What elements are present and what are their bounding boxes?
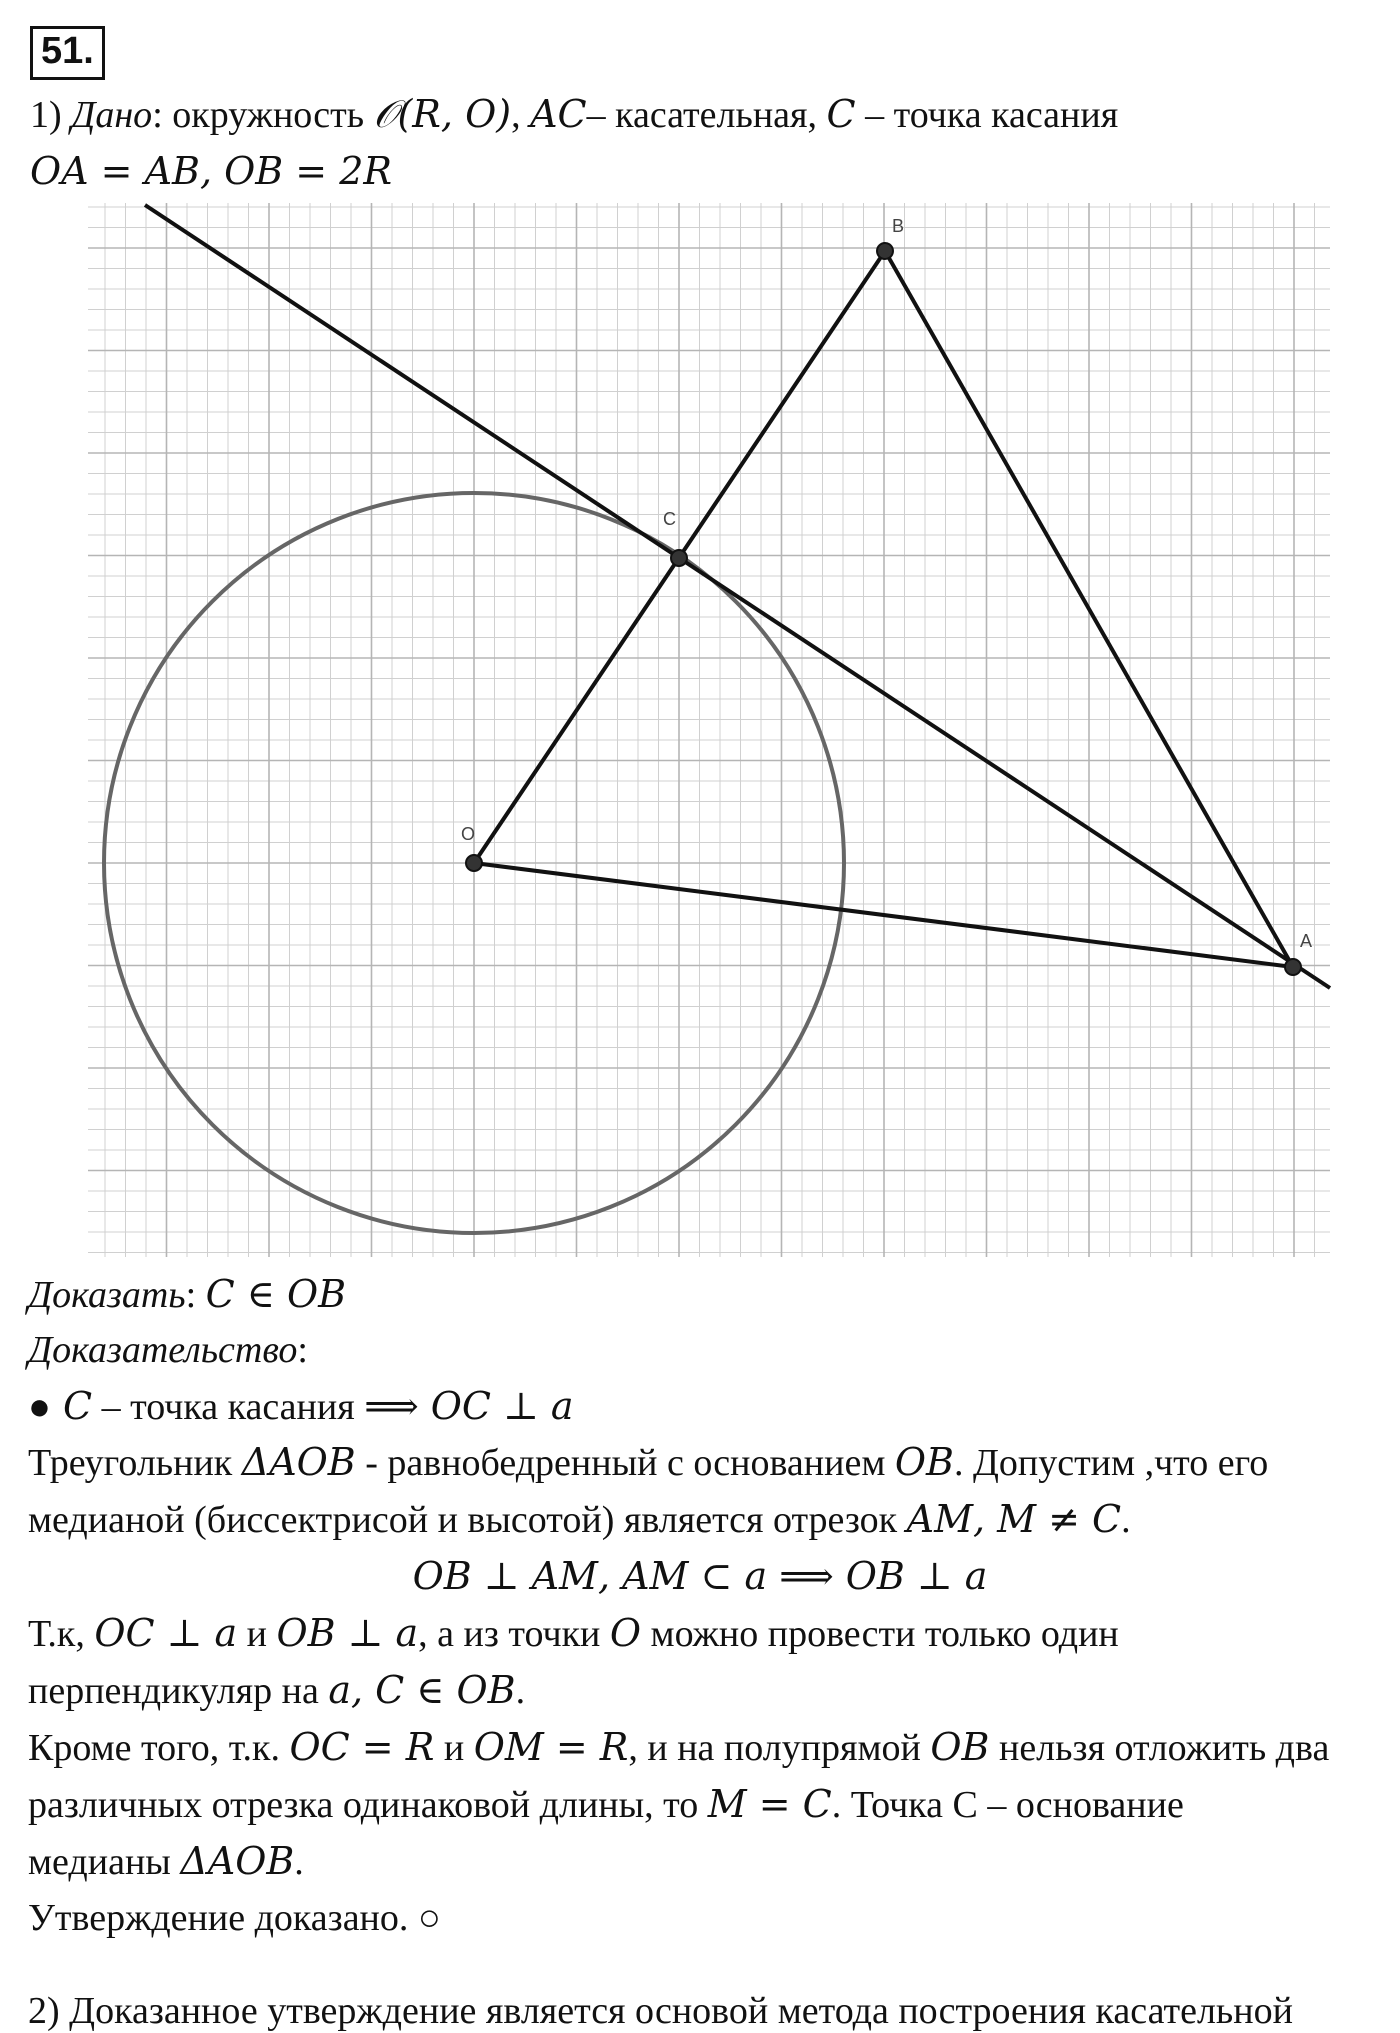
text: . Точка С – основание (831, 1784, 1184, 1826)
text: Треугольник (28, 1442, 242, 1484)
math: ΔAOB (241, 1440, 356, 1484)
proof-label: Доказательство (28, 1329, 298, 1371)
text: . (294, 1841, 304, 1883)
proof-line-2 (28, 1497, 1131, 1541)
label-o: O (461, 824, 476, 844)
text: . Допустим ,что его (953, 1442, 1269, 1484)
text: - равнобедренный с основанием (355, 1442, 895, 1484)
given-text: – точка касания (855, 94, 1119, 136)
grid (88, 203, 1330, 1257)
text: . (515, 1670, 526, 1712)
math: M = C (707, 1782, 832, 1826)
given-text: , (511, 94, 531, 136)
part-prefix: 1) (30, 94, 62, 136)
point-o (466, 855, 482, 871)
proof-line-1 (28, 1440, 1269, 1484)
given-circle: 𝒪(R, O) (373, 92, 512, 136)
given-tangent: AC (530, 92, 587, 136)
given-label: Дано (71, 94, 153, 136)
text: нельзя отложить два (989, 1727, 1330, 1769)
text: медианы (28, 1841, 181, 1883)
math: OB (930, 1725, 990, 1769)
proof-line-5 (28, 1725, 1330, 1769)
proof-line-4 (28, 1668, 526, 1712)
math: OC = R (289, 1725, 435, 1769)
geometry-figure (0, 195, 1400, 1265)
text: , а из точки (418, 1613, 610, 1655)
given-point: C (826, 92, 856, 136)
prove-colon: : (185, 1274, 206, 1316)
given-text: – касательная, (586, 94, 827, 136)
prove-line (28, 1272, 347, 1316)
label-c: C (663, 509, 676, 529)
text: и (434, 1727, 474, 1769)
label-b: B (892, 216, 905, 236)
text: можно провести только один (641, 1613, 1119, 1655)
prove-statement: C ∈ OB (205, 1272, 347, 1316)
text: медианой (биссектрисой и высотой) является отрезок (28, 1499, 907, 1541)
part2-line: 2) Доказанное утверждение является основой метода построения касательной (28, 1990, 1293, 2032)
proof-conclusion: Утверждение доказано. ○ (28, 1897, 441, 1939)
text: перпендикуляр на (28, 1670, 329, 1712)
given-line-1 (30, 92, 1119, 136)
proof-bullet-line (28, 1384, 574, 1428)
text: – точка касания (92, 1386, 365, 1428)
bullet-icon: ● (28, 1386, 51, 1428)
math: C (50, 1384, 93, 1428)
problem-number: 51. (30, 26, 105, 80)
text: , и на полупрямой (628, 1727, 931, 1769)
point-c (671, 550, 687, 566)
text: Т.к, (28, 1613, 95, 1655)
label-a: A (1300, 931, 1313, 951)
math: OC ⊥ a (94, 1611, 238, 1655)
given-line-2: OA = AB, OB = 2R (30, 149, 392, 193)
text: и (237, 1613, 277, 1655)
math: O (609, 1611, 642, 1655)
text: различных отрезка одинаковой длины, то (28, 1784, 708, 1826)
proof-centered-formula: OB ⊥ AM, AM ⊂ a ⟹ OB ⊥ a (412, 1554, 988, 1598)
given-text: : окружность (152, 94, 374, 136)
math: OM = R (473, 1725, 629, 1769)
math: a, C ∈ OB (328, 1668, 516, 1712)
proof-line-6 (28, 1782, 1184, 1826)
text: Кроме того, т.к. (28, 1727, 290, 1769)
proof-line-7 (28, 1839, 304, 1883)
point-b (877, 243, 893, 259)
proof-heading (28, 1331, 308, 1369)
math: OB ⊥ a (276, 1611, 419, 1655)
proof-colon: : (297, 1329, 308, 1371)
math: ⟹ OC ⊥ a (364, 1384, 574, 1428)
text: . (1121, 1499, 1131, 1541)
math: OB (894, 1440, 954, 1484)
math: AM, M ≠ C (906, 1497, 1122, 1541)
point-a (1285, 959, 1301, 975)
math: ΔAOB (180, 1839, 295, 1883)
prove-label: Доказать (28, 1274, 186, 1316)
proof-line-3 (28, 1611, 1119, 1655)
